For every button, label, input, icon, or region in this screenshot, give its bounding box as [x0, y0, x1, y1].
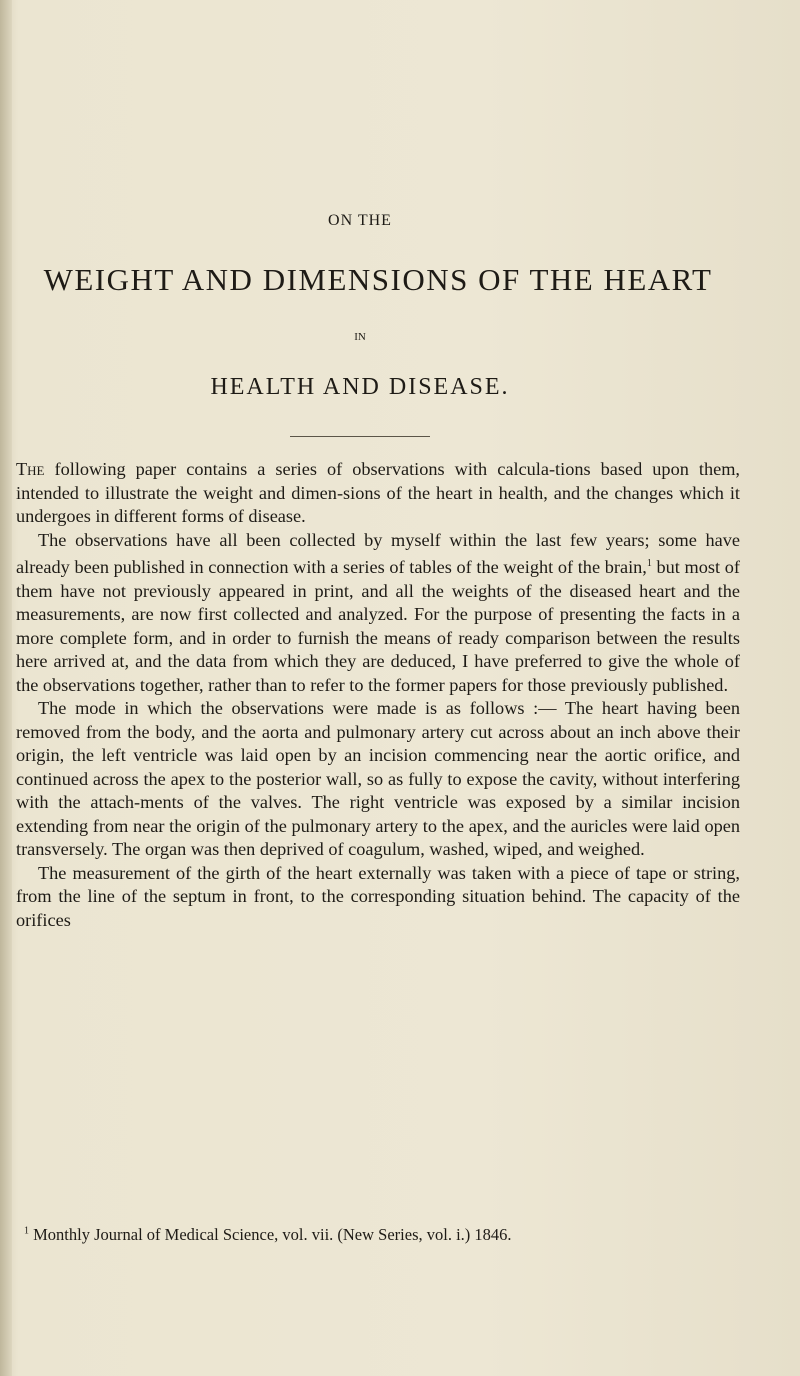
footnote-text: Monthly Journal of Medical Science, vol. vii. (New Series, vol. i.) 1846. — [29, 1225, 512, 1244]
paragraph-2-text-b: but most of them have not previously appeared in print, and all the weights of the diseased heart and the measurements, are now first collected and analyzed. For the purpose of presenting the facts in a more complete form, and in order to furnish the means of ready comparison between the results here arrived at, and the data from which they are deduced, I have preferred to give the whole of the observations together, rather than to refer to the former papers for those previously published. — [16, 557, 740, 695]
footnote — [24, 1225, 744, 1245]
page-title: WEIGHT AND DIMENSIONS OF THE HEART — [43, 262, 713, 297]
drop-word: The — [16, 459, 45, 479]
paragraph-4: The measurement of the girth of the heart externally was taken with a piece of tape or string, from the line of the septum in front, to the corresponding situation behind. The capacity of the orifices — [16, 862, 740, 930]
page-gutter — [0, 0, 12, 1376]
paragraph-2 — [16, 529, 740, 698]
paragraph-1 — [16, 458, 740, 529]
paragraph-1-text: following paper contains a series of observations with calcula-tions based upon them, intended to illustrate the weight and dimen-sions of the heart in health, and the changes which it undergoes in different forms of disease. — [16, 459, 740, 526]
title-divider — [290, 436, 430, 437]
footnote-marker: 1 — [24, 1225, 29, 1237]
footnote-reference: 1 — [646, 558, 652, 569]
paragraph-3: The mode in which the observations were made is as follows :— The heart having been removed from the body, and the aorta and pulmonary artery cut across about an inch above their origin, the left ventricle was laid open by an incision commencing near the aortic orifice, and continued across the apex to the posterior wall, so as fully to expose the cavity, without interfering with the attach-ments of the valves. The right ventricle was exposed by a similar incision extending from near the origin of the pulmonary artery to the apex, and the auricles were laid open transversely. The organ was then deprived of coagulum, washed, wiped, and weighed. — [16, 698, 740, 860]
pre-title: ON THE — [328, 212, 392, 229]
body-text — [16, 458, 740, 932]
page-subtitle: HEALTH AND DISEASE. — [210, 374, 510, 400]
title-connector: IN — [354, 331, 366, 343]
paragraph-2-text-a: The observations have all been collected by myself within the last few years; some have already been published in connection with a series of tables of the weight of the brain, — [16, 529, 740, 578]
